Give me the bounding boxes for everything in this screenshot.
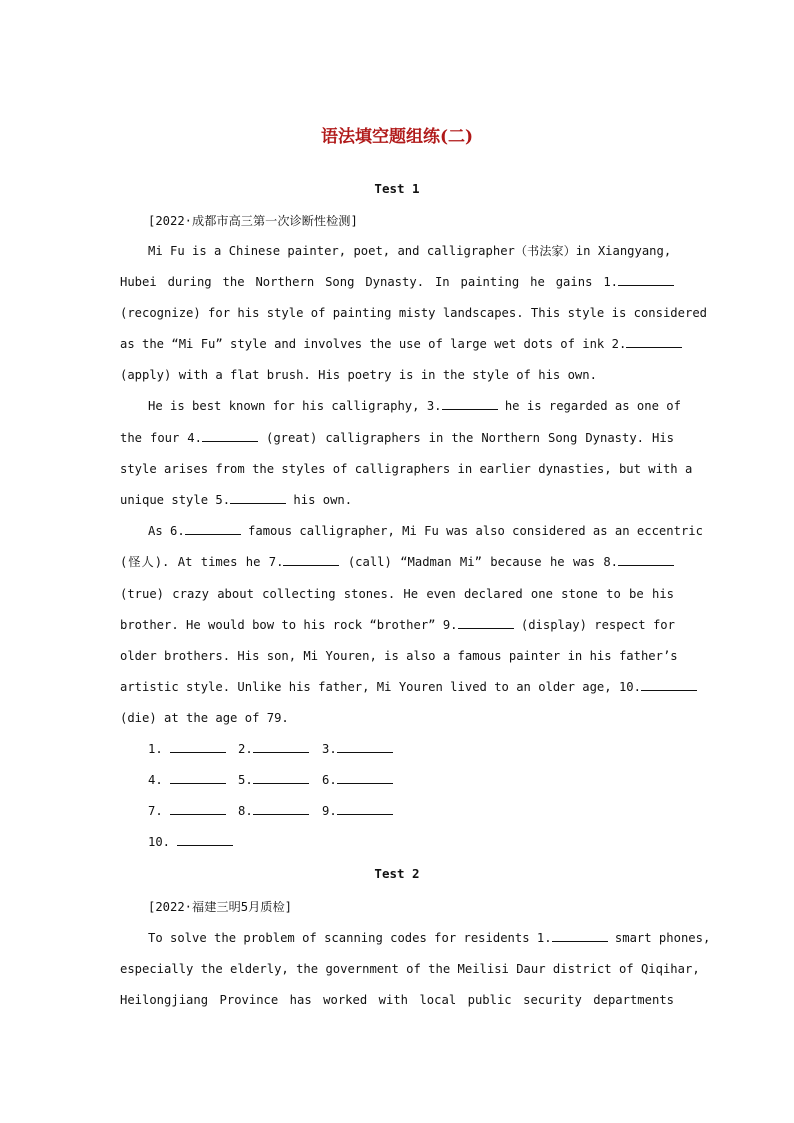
- answer-slot: 7.: [148, 803, 226, 818]
- paragraph-line: artistic style. Unlike his father, Mi Youren lived to an older age, 10.: [120, 678, 674, 696]
- answer-blank: [283, 554, 339, 566]
- answer-blank: [230, 492, 286, 504]
- answer-blank: [641, 679, 697, 691]
- paragraph-line: He is best known for his calligraphy, 3. he is regarded as one of: [148, 399, 681, 413]
- paragraph-line: As 6. famous calligrapher, Mi Fu was also considered as an eccentric: [148, 524, 703, 538]
- answer-slot: 10.: [148, 834, 233, 849]
- paragraph-line: (怪人). At times he 7. (call) “Madman Mi” because he was 8.: [120, 553, 674, 571]
- paragraph-line: unique style 5. his own.: [120, 493, 353, 507]
- answer-slot: 5.: [238, 772, 309, 787]
- answer-blank: [202, 430, 258, 442]
- answer-slot: 2.: [238, 741, 309, 756]
- paragraph-line: style arises from the styles of calligraphers in earlier dynasties, but with a: [120, 462, 693, 476]
- answer-blank: [618, 274, 674, 286]
- paragraph-line: the four 4. (great) calligraphers in the Northern Song Dynasty. His: [120, 431, 675, 445]
- answer-blank: [626, 336, 682, 348]
- answer-slot: 9.: [322, 803, 393, 818]
- answer-slot: 3.: [322, 741, 393, 756]
- paragraph-line: To solve the problem of scanning codes for residents 1. smart phones,: [148, 931, 711, 945]
- answer-slot: 1.: [148, 741, 226, 756]
- answer-blank: [458, 617, 514, 629]
- paragraph-line: (true) crazy about collecting stones. He even declared one stone to be his: [120, 587, 674, 601]
- paragraph-line: older brothers. His son, Mi Youren, is also a famous painter in his father’s: [120, 649, 678, 663]
- paragraph-line: (die) at the age of 79.: [120, 711, 289, 725]
- answer-slot: 6.: [322, 772, 393, 787]
- answer-blank: [618, 554, 674, 566]
- answer-slot: 8.: [238, 803, 309, 818]
- test2-heading: Test 2: [374, 866, 420, 881]
- paragraph-line: brother. He would bow to his rock “brother” 9. (display) respect for: [120, 618, 675, 632]
- test1-source: [2022·成都市高三第一次诊断性检测]: [148, 214, 358, 228]
- paragraph-line: as the “Mi Fu” style and involves the use of large wet dots of ink 2.: [120, 335, 674, 353]
- paragraph-line: Heilongjiang Province has worked with local public security departments: [120, 993, 674, 1007]
- paragraph-line: especially the elderly, the government of the Meilisi Daur district of Qiqihar,: [120, 962, 700, 976]
- paragraph-line: (recognize) for his style of painting misty landscapes. This style is considered: [120, 306, 707, 320]
- answer-blank: [552, 930, 608, 942]
- answer-blank: [442, 398, 498, 410]
- test1-heading: Test 1: [374, 181, 420, 196]
- paragraph-line: Hubei during the Northern Song Dynasty. In painting he gains 1.: [120, 273, 674, 291]
- test2-source: [2022·福建三明5月质检]: [148, 900, 293, 914]
- paragraph-line: (apply) with a flat brush. His poetry is in the style of his own.: [120, 368, 597, 382]
- answer-slot: 4.: [148, 772, 226, 787]
- page-title: 语法填空题组练(二): [320, 127, 474, 147]
- answer-blank: [185, 523, 241, 535]
- paragraph-line: Mi Fu is a Chinese painter, poet, and calligrapher（书法家）in Xiangyang,: [148, 244, 672, 258]
